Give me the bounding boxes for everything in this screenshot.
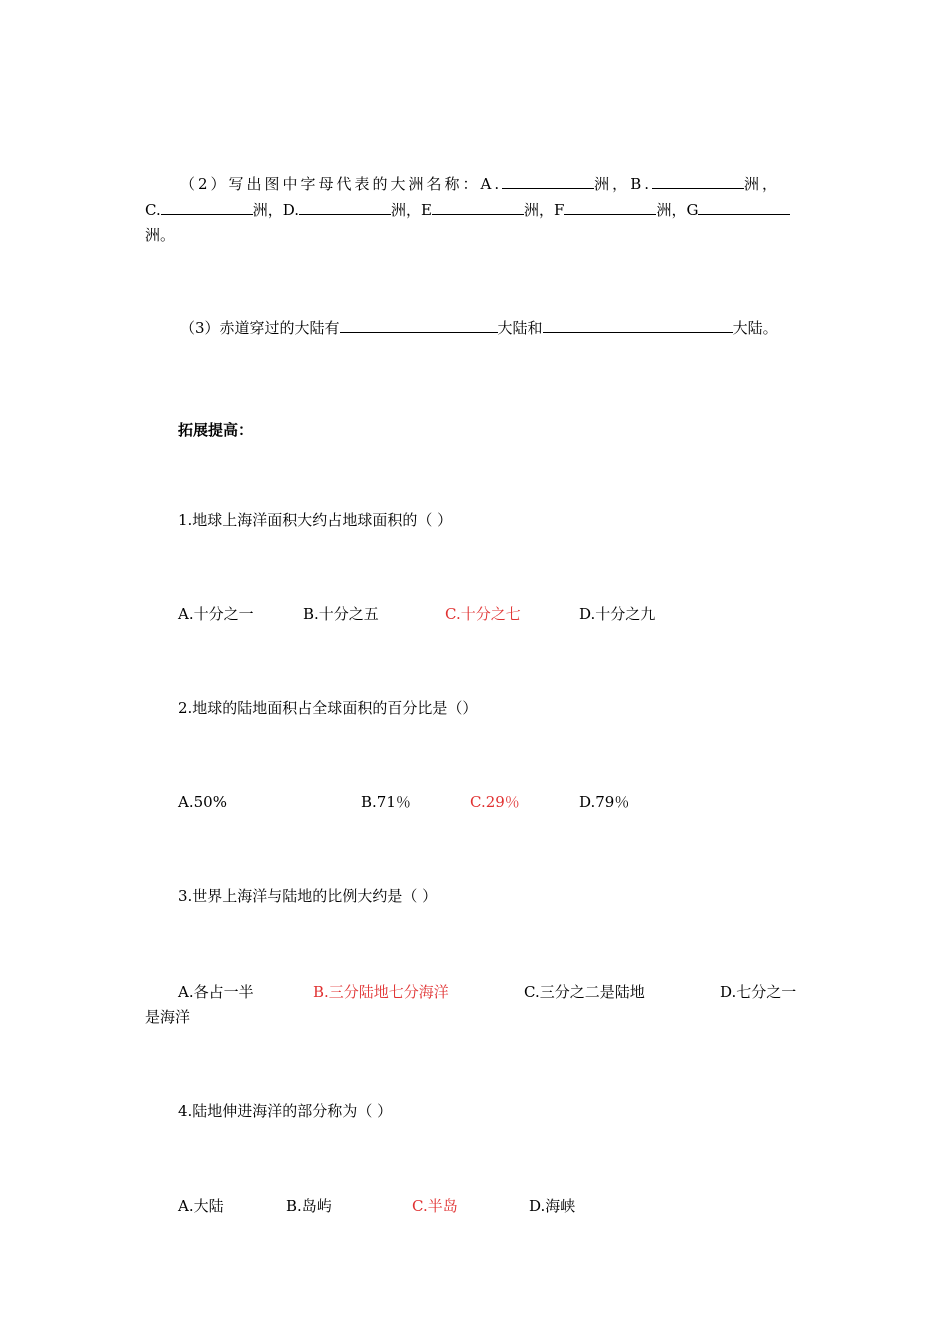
q2-label-c: C. <box>145 201 161 219</box>
q3-option-d[interactable]: D.七分之一 <box>720 983 797 1001</box>
question-1-stem: 1.地球上海洋面积大约占地球面积的（ ） <box>178 511 453 529</box>
q2-option-c-answer[interactable]: C.29％ <box>470 793 520 811</box>
q2-blank-g[interactable] <box>698 200 790 215</box>
q2-label-g: G <box>686 201 699 219</box>
q2-option-d[interactable]: D.79％ <box>579 793 630 811</box>
question-2-stem: 2.地球的陆地面积占全球面积的百分比是（） <box>178 699 478 717</box>
question-4-stem: 4.陆地伸进海洋的部分称为（ ） <box>178 1102 393 1120</box>
q3-option-a[interactable]: A.各占一半 <box>178 983 254 1001</box>
q3-option-c[interactable]: C.三分之二是陆地 <box>524 983 645 1001</box>
q2-blank-f[interactable] <box>564 200 656 215</box>
q2-blank-d[interactable] <box>299 200 391 215</box>
q2-blank-b[interactable] <box>652 174 744 189</box>
q4-option-d[interactable]: D.海峡 <box>529 1197 576 1215</box>
q4-option-c-answer[interactable]: C.半岛 <box>412 1197 458 1215</box>
q3-option-b-answer[interactable]: B.三分陆地七分海洋 <box>313 983 449 1001</box>
q3-option-d-wrap: 是海洋 <box>145 1008 191 1026</box>
q2-label-e: E <box>421 201 432 219</box>
section-title: 拓展提高： <box>178 421 254 439</box>
q4-option-b[interactable]: B.岛屿 <box>286 1197 332 1215</box>
q1-option-b[interactable]: B.十分之五 <box>303 605 379 623</box>
q3-intro: （3）赤道穿过的大陆有 <box>180 319 340 337</box>
q1-option-c-answer[interactable]: C.十分之七 <box>445 605 521 623</box>
q1-option-a[interactable]: A.十分之一 <box>178 605 254 623</box>
q3-end: 大陆。 <box>732 319 778 337</box>
question-3-stem: 3.世界上海洋与陆地的比例大约是（ ） <box>178 887 438 905</box>
q2-line-1: （2）写出图中字母代表的大洲名称：A. 洲，B. 洲， <box>180 175 781 193</box>
q2-option-b[interactable]: B.71％ <box>361 793 411 811</box>
q2-line-3: 洲。 <box>145 226 176 244</box>
q2-label-f: F <box>554 201 565 219</box>
q2-label-b: B. <box>630 175 652 193</box>
q3-blank-2[interactable] <box>543 318 733 333</box>
q4-option-a[interactable]: A.大陆 <box>178 1197 224 1215</box>
q3-blank-1[interactable] <box>340 318 498 333</box>
q2-blank-c[interactable] <box>161 200 253 215</box>
q2-blank-a[interactable] <box>502 174 594 189</box>
q3-line <box>180 318 778 338</box>
q3-mid: 大陆和 <box>497 319 543 337</box>
q1-option-d[interactable]: D.十分之九 <box>579 605 656 623</box>
q2-label-a: A. <box>480 175 503 193</box>
q2-intro: （2）写出图中字母代表的大洲名称： <box>180 175 481 193</box>
q2-option-a[interactable]: A.50% <box>178 793 227 811</box>
q2-label-d: D. <box>282 201 300 219</box>
q2-line-2: C. 洲，D. 洲，E 洲，F 洲，G <box>145 200 790 220</box>
q2-blank-e[interactable] <box>432 200 524 215</box>
